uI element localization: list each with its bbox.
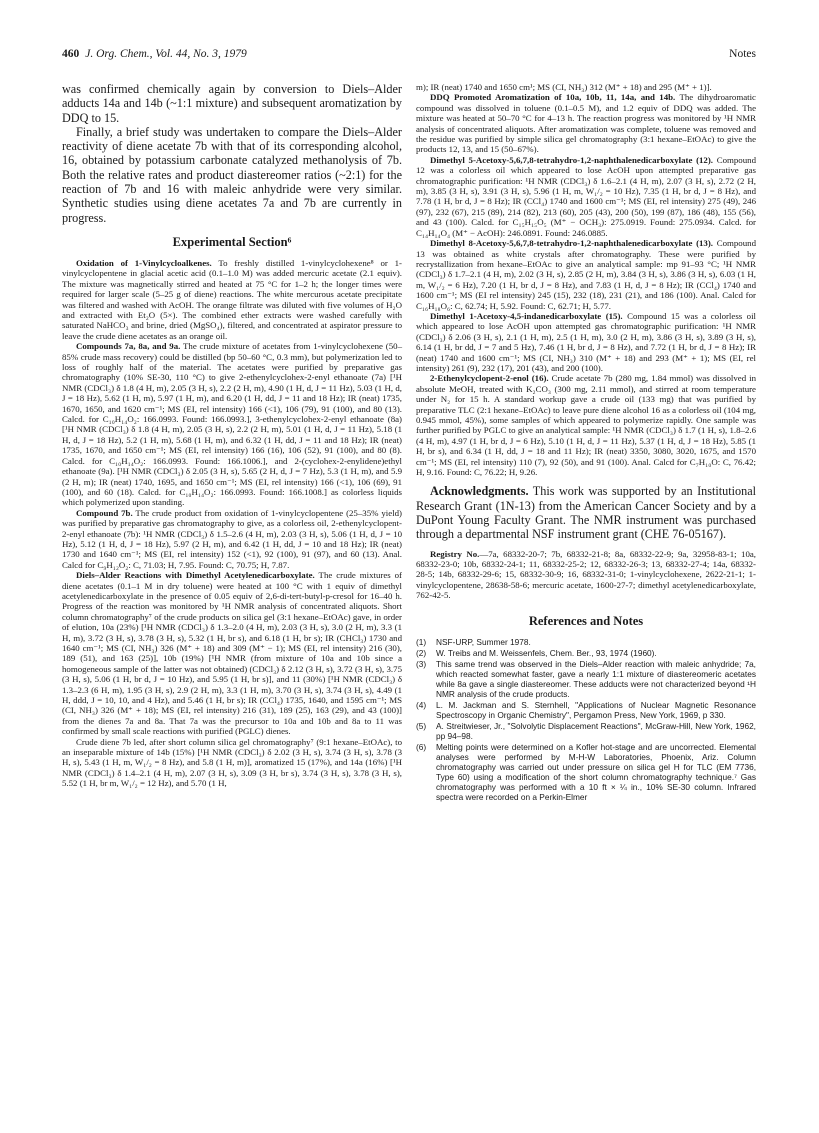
reference-text: A. Streitwieser, Jr., "Solvolytic Displacement Reactions", McGraw-Hill, New York, 1962, pp 94–98.: [436, 720, 756, 741]
compounds-paragraph: [62, 341, 402, 508]
reference-text: This same trend was observed in the Diels–Alder reaction with maleic anhydride; 7a, which reacted somewhat faster, gave a nearly 1:1 mixture of diastereomeric acetates while 8a gave a single diastereomer. These adducts were not characterized beyond ¹H NMR analysis of the crude products.: [436, 658, 756, 699]
registry-body: —7a, 68332-20-7; 7b, 68332-21-8; 8a, 68332-22-9; 9a, 32958-83-1; 10a, 68332-23-0; 10b, 68332-24-1; 11, 68332-25-2; 12, 68332-26-3; 13, 68332-27-4; 14a, 68332-28-5; 14b, 68332-29-6; 15, 68332-30-9; 16, 68332-31-0; 1-vinylcyclohexene, 2622-21-1; 1-vinylcyclopentene, 28638-58-6; mercuric acetate, 1600-27-7; dimethyl acetylenedicarboxylate, 762-42-5.: [416, 548, 757, 601]
compound-13-paragraph: [416, 238, 756, 311]
reference-number: (4): [416, 699, 427, 710]
reference-item: [416, 659, 756, 699]
reference-number: (6): [416, 741, 427, 752]
compounds-title: Compounds 7a, 8a, and 9a.: [76, 341, 181, 352]
compound-13-body: Compound 13 was obtained as white crystals after chromatography. These were purified by recrystallization from hexane–EtOAc to give an analytical sample: mp 91–93 °C; ¹H NMR (CDCl₃) δ 1.7–2.1 (4 H, m), 2.02 (3 H, s), 2.85 (2 H, m), 3.84 (3 H, s), 3.86 (3 H, s), 6.03 (1 H, m, W₁/₂ = 6 Hz), 7.20 (1 H, br d, J = 8 Hz), and 7.83 (1 H, d, J = 8 Hz); IR (CCl₄) 1740 and 1600 cm⁻¹; MS (EI rel intensity) 245 (15), 232 (18), 231 (21), and 186 (100). Anal. Calcd for C₁₆H₁₈O₆: C, 62.74; H, 5.92. Found: C, 62.71; H, 5.77.: [416, 238, 756, 311]
oxidation-title: Oxidation of 1-Vinylcycloalkenes.: [76, 257, 212, 268]
compound-12-title: Dimethyl 5-Acetoxy-5,6,7,8-tetrahydro-1,2-naphthalenedicarboxylate (12).: [430, 154, 714, 165]
ddq-title: DDQ Promoted Aromatization of 10a, 10b, 11, 14a, and 14b.: [430, 92, 676, 103]
oxidation-body: To freshly distilled 1-vinylcyclohexene⁸ or 1-vinylcyclopentene in glacial acetic acid (0.1–1.0 M) was added mercuric acetate (2.1 equiv). The mixture was magnetically stirred and heated at 75 °C for 1–2 h; the longer times were required for larger scale (5–25 g of diene) reactions. The white mercurous acetate precipitate was filtered and washed with AcOH. The orange filtrate was diluted with five volumes of H₂O and extracted with Et₂O (5×). The combined ether extracts were washed carefully with saturated NaHCO₃ and brine, dried (MgSO₄), filtered, and concentrated at aspirator pressure to leave the crude diene acetates as an orange oil.: [62, 257, 402, 341]
reference-item: [416, 648, 756, 658]
reference-item: [416, 637, 756, 647]
reference-item: [416, 700, 756, 720]
reference-number: (3): [416, 658, 427, 669]
compounds-body: The crude mixture of acetates from 1-vinylcyclohexene (50–85% crude mass recovery) could be distilled (bp 50–60 °C, 0.3 mm), but polymerization led to loss of roughly half of the material. The acetates were purified by preparative gas chromatography (10% SE-30, 110 °C) to give 2-ethenylcyclohex-2-enyl ethanoate (7a) [¹H NMR (CDCl₃) δ 1.8 (4 H, m), 2.05 (3 H, s), 2.2 (2 H, m), 4.90 (1 H, d, J = 11 Hz), 5.03 (1 H, d, J = 18 Hz), 5.62 (1 H, m), 5.97 (1 H, m), and 6.20 (1 H, dd, J = 11 and 18 Hz); IR (neat) 1735, 1670, 1650, and 1620 cm⁻¹; MS (EI, rel intensity) 166 (<1), 106 (79), 91 (100), and 80 (13). Calcd. for C₁₀H₁₄O₂: 166.0993. Found: 166.0993.], 3-ethenylcyclohex-2-enyl ethanoate (8a) [¹H NMR (CDCl₃) δ 1.8 (4 H, m), 2.05 (3 H, s), 2.2 (2 H, m), 5.01 (1 H, d, J = 11 Hz), 5.18 (1 H, d, J = 18 Hz), 5.2 (1 H, m), 5.68 (1 H, m), and 6.32 (1 H, dd, J = 11 and 18 Hz); IR (neat) 1735, 1670, and 1650 cm⁻¹; MS (EI, rel intensity) 166 (16), 106 (52), 91 (100), and 80 (8). Calcd. for C₁₀H₁₄O₂: 166.0993. Found: 166.1006.], and 2-(cyclohex-2-enylidene)ethyl ethanoate (9a). [¹H NMR (CDCl₃) δ 2.05 (3 H, s), 5.65 (2 H, d, J = 7 Hz), 5.3 (1 H, m), and 5.9 (2 H, m); IR (neat) 1740, 1695, and 1650 cm⁻¹; MS (EI, rel intensity) 166 (<1), 106 (69), 91 (100), and 60 (18). Calcd. for C₁₀H₁₄O₂: 166.0993. Found: 166.1008.] as colorless liquids which polymerized upon standing.: [62, 341, 402, 508]
compound-7b-body: The crude product from oxidation of 1-vinylcyclopentene (25–35% yield) was purified by preparative gas chromatography to give, as a colorless oil, 2-ethenylcyclopent-2-enyl ethanoate (7b): ¹H NMR (CDCl₃) δ 1.5–2.6 (4 H, m), 2.03 (3 H, s), 5.06 (1 H, d, J = 10 Hz), 5.12 (1 H, d, J = 18 Hz), 5.97 (2 H, m), and 6.42 (1 H, dd, J = 10 and 18 Hz); IR (neat) 1730 and 1640 cm⁻¹; MS (EI, rel intensity) 152 (<1), 92 (100), 91 (97), and 60 (13). Anal. Calcd for C₉H₁₂O₂: C, 71.03; H, 7.95. Found: C, 70.75; H, 7.87.: [62, 507, 402, 570]
compound-7b-title: Compound 7b.: [76, 507, 133, 518]
crude-diene-paragraph: Crude diene 7b led, after short column silica gel chromatography⁷ (9:1 hexane–EtOAc), to an inseparable mixture of 14b (15%) [¹H NMR (CDCl₃) δ 2.02 (3 H, s), 3.74 (3 H, s), 3.78 (3 H, s), 5.43 (1 H, m, W₁/₂ = 8 Hz), and 5.8 (1 H, m)], aromatized 15 (17%), and 14a (16%) [¹H NMR (CDCl₃) δ 1.4–2.1 (4 H, m), 2.07 (3 H, s), 3.09 (3 H, br s), 3.74 (3 H, s), 3.78 (3 H, s), 5.52 (1 H, br m, W₁/₂ = 12 Hz), and 5.70 (1 H,: [62, 736, 402, 789]
compound-7b-paragraph: [62, 508, 402, 570]
reference-item: [416, 742, 756, 802]
diels-alder-title: Diels–Alder Reactions with Dimethyl Acetylenedicarboxylate.: [76, 570, 315, 581]
compound-15-paragraph: [416, 311, 756, 373]
references-heading: References and Notes: [528, 613, 644, 628]
reference-number: (2): [416, 647, 427, 658]
reference-text: W. Treibs and M. Weissenfels, Chem. Ber., 93, 1974 (1960).: [436, 647, 657, 658]
registry-title: Registry No.: [430, 548, 480, 559]
diels-alder-body: The crude mixtures of diene acetates (0.1–1 M in dry toluene) were heated at 100 °C with 1 equiv of dimethyl acetylenedicarboxylate in the presence of 0.05 equiv of 2,6-di-tert-butyl-p-cresol for 16–40 h. Progress of the reaction was monitored by ¹H NMR analysis of concentrated aliquots. Short column chromatography⁷ of the crude products on silica gel (3:1 hexane–EtOAc) gave, in order of elution, 10a (23%) [¹H NMR (CDCl₃) δ 1.3–2.0 (4 H, m), 2.03 (3 H, s), 3.0 (2 H, m), 3.3 (1 H, m), 3.72 (3 H, s), 3.78 (3 H, s), 5.32 (1 H, br s), and 6.18 (1 H, br s); IR (CHCl₃) 1730 and 1640 cm⁻¹; MS (CI, NH₃) 326 (M⁺ + 18) and 309 (M⁺ − 1); MS (EI, rel intensity) 216 (30), 189 (51), and 163 (25)], 10b (19%) [¹H NMR (from mixture of 10a and 10b since a homogeneous sample of the latter was not obtained) (CDCl₃) δ 2.12 (3 H, s), 3.72 (3 H, s), 3.75 (3 H, s), 5.06 (1 H, br d, J = 10 Hz), and 5.95 (1 H, br s)], and 11 (30%) [¹H NMR (CDCl₃) δ 1.3–2.3 (6 H, m), 1.95 (3 H, s), 2.9 (2 H, m), 3.3 (1 H, m), 3.70 (3 H, s), 3.74 (3 H, s), 4.49 (1 H, ddd, J = 10, 10, and 4 Hz), and 5.46 (1 H, br s); IR (CCl₄) 1735, 1640, and 1595 cm⁻¹; MS (CI, NH₃) 326 (M⁺ + 18); MS (EI, rel intensity) 216 (31), 189 (25), 163 (29), and 43 (100)] from the dienes 7a and 8a. That 7a was the precursor to 10a and 10b and 8a to 11 was confirmed by small scale reactions with purified (PGLC) dienes.: [62, 570, 402, 737]
compound-15-title: Dimethyl 1-Acetoxy-4,5-indanedicarboxylate (15).: [430, 310, 623, 321]
compound-16-body: Crude acetate 7b (280 mg, 1.84 mmol) was dissolved in absolute MeOH, treated with K₂CO₃ (300 mg, 2.11 mmol), and stirred at room temperature under N₂ for 15 h. A standard workup gave a crude oil (133 mg) that was purified by preparative TLC (2:1 hexane–EtOAc) to leave pure diene alcohol 16 as a colorless oil (104 mg, 0.945 mmol, 45%), some samples of which appeared to polymerize rapidly. One sample was further purified by PGLC to give an analytical sample: ¹H NMR (CDCl₃) δ 1.7 (1 H, s), 1.8–2.6 (4 H, m), 4.97 (1 H, br d, J = 6 Hz), 5.10 (1 H, d, J = 11 Hz), 5.37 (1 H, d, J = 18 Hz), 5.85 (1 H, br s), and 6.34 (1 H, dd, J = 18 and 11 Hz); IR (neat) 3350, 3080, 3020, 1675, and 1570 cm⁻¹; MS (EI, rel intensity) 110 (7), 92 (50), and 91 (100). Anal. Calcd for C₇H₁₀O: C, 76.42; H, 9.16. Found: C, 76.22; H, 9.26.: [416, 373, 756, 478]
compound-13-title: Dimethyl 8-Acetoxy-5,6,7,8-tetrahydro-1,2-naphthalenedicarboxylate (13).: [430, 238, 714, 249]
ddq-paragraph: [416, 92, 756, 154]
reference-text: Melting points were determined on a Kofler hot-stage and are uncorrected. Elemental analyses were performed by M-H-W Laboratories, Phoenix, Ariz. Column chromatography was carried out under pressure on silica gel H for TLC (EM 7736, Type 60) using a modification of the short column chromatography technique.⁷ Gas chromatography was performed with a 10 ft × ¼ in., 10% SE-30 column. Infrared spectra were recorded on a Perkin-Elmer: [436, 741, 756, 802]
continuation-paragraph: m); IR (neat) 1740 and 1650 cm¹; MS (CI, NH₃) 312 (M⁺ + 18) and 295 (M⁺ + 1)].: [416, 82, 712, 92]
intro-paragraph-1: was confirmed chemically again by conversion to Diels–Alder adducts 14a and 14b (~1:1 mixture) and subsequent aromatization by DDQ to 15.: [62, 82, 402, 125]
reference-number: (1): [416, 636, 427, 647]
section-label: Notes: [729, 48, 756, 60]
journal-citation: J. Org. Chem., Vol. 44, No. 3, 1979: [85, 48, 247, 60]
acknowledgments-title: Acknowledgments.: [430, 484, 529, 499]
reference-item: [416, 721, 756, 741]
compound-16-title: 2-Ethenylcyclopent-2-enol (16).: [430, 373, 549, 384]
oxidation-paragraph: [62, 258, 402, 341]
compound-12-paragraph: [416, 155, 756, 238]
compound-15-body: Compound 15 was a colorless oil which appeared to lose AcOH upon attempted gas chromatographic purification: ¹H NMR (CDCl₃) δ 2.06 (3 H, s), 2.1 (1 H, m), 2.5 (1 H, m), 3.0 (2 H, m), 3.86 (3 H, s), 3.89 (3 H, s), 6.14 (1 H, br dd, J = 7 and 5 Hz), 7.46 (1 H, br d, J = 8 Hz), and 7.72 (1 H, br d, J = 8 Hz); IR (neat) 1740 and 1600 cm⁻¹; MS (CI, NH₃) 310 (M⁺ + 18) and 293 (M⁺ + 1); MS (EI, rel intensity) 261 (9), 232 (17), 201 (43), and 200 (100).: [416, 310, 756, 373]
acknowledgments-paragraph: [416, 484, 756, 541]
ddq-body: The dihydroaromatic compound was dissolved in toluene (0.1–0.5 M), and 1.2 equiv of DDQ was added. The mixture was heated at 50–70 °C for 4–13 h. The reaction progress was monitored by ¹H NMR analysis of concentrated aliquots. After aromatization was complete, toluene was removed and the residue was purified by simple silica gel chromatography (3:1 hexane–EtOAc) to give the products 12, 13, and 15 (50–67%).: [416, 92, 756, 155]
reference-number: (5): [416, 720, 427, 731]
page-number: 460: [62, 48, 80, 60]
right-column: [416, 82, 756, 802]
diels-alder-paragraph: [62, 570, 402, 737]
reference-text: L. M. Jackman and S. Sternhell, "Applications of Nuclear Magnetic Resonance Spectroscopy in Organic Chemistry", Pergamon Press, New York, 1969, p 330.: [436, 699, 756, 720]
page-header: [62, 48, 756, 64]
compound-16-paragraph: [416, 373, 756, 477]
compound-12-body: Compound 12 was a colorless oil which appeared to lose AcOH upon attempted preparative gas chromatographic purification: ¹H NMR (CDCl₃) δ 1.6–2.1 (4 H, m), 2.07 (3 H, s), 2.72 (2 H, m), 3.85 (3 H, s), 3.91 (3 H, s), 5.96 (1 H, m, W₁/₂ = 10 Hz), 7.35 (1 H, br d, J = 8 Hz), and 7.78 (1 H, br d, J = 8 Hz); IR (CCl₄) 1740 and 1600 cm⁻¹; MS (EI, rel intensity) 275 (49), 246 (97), 232 (67), 215 (89), 214 (82), 213 (60), 205 (43), 200 (50), 199 (87), 186 (48), 155 (56), and 43 (100). Calcd. for C₁₅H₁₅O₅ (M⁺ − OCH₃): 275.0919. Found: 275.0934. Calcd. for C₁₄H₁₄O₄ (M⁺ − AcOH): 246.0891. Found: 246.0885.: [416, 154, 756, 238]
acknowledgments-body: This work was supported by an Institutional Research Grant (1N-13) from the American Cancer Society and by a DuPont Young Faculty Grant. The NMR instrument was purchased through a departmental NSF instrument grant (CHE 76-05167).: [416, 484, 757, 542]
reference-text: NSF-URP, Summer 1978.: [436, 636, 531, 647]
left-column: [62, 82, 402, 789]
experimental-section-heading: Experimental Section⁶: [172, 234, 292, 249]
intro-paragraph-2: Finally, a brief study was undertaken to compare the Diels–Alder reactivity of diene acetate 7b with that of its corresponding alcohol, 16, obtained by potassium carbonate catalyzed methanolysis of 7b. Both the relative rates and product diastereomer ratios (~2:1) for the reaction of 7b and 16 with maleic anhydride were very similar. Synthetic studies using diene acetates 7a and 7b are currently in progress.: [62, 124, 402, 225]
registry-paragraph: [416, 549, 756, 601]
